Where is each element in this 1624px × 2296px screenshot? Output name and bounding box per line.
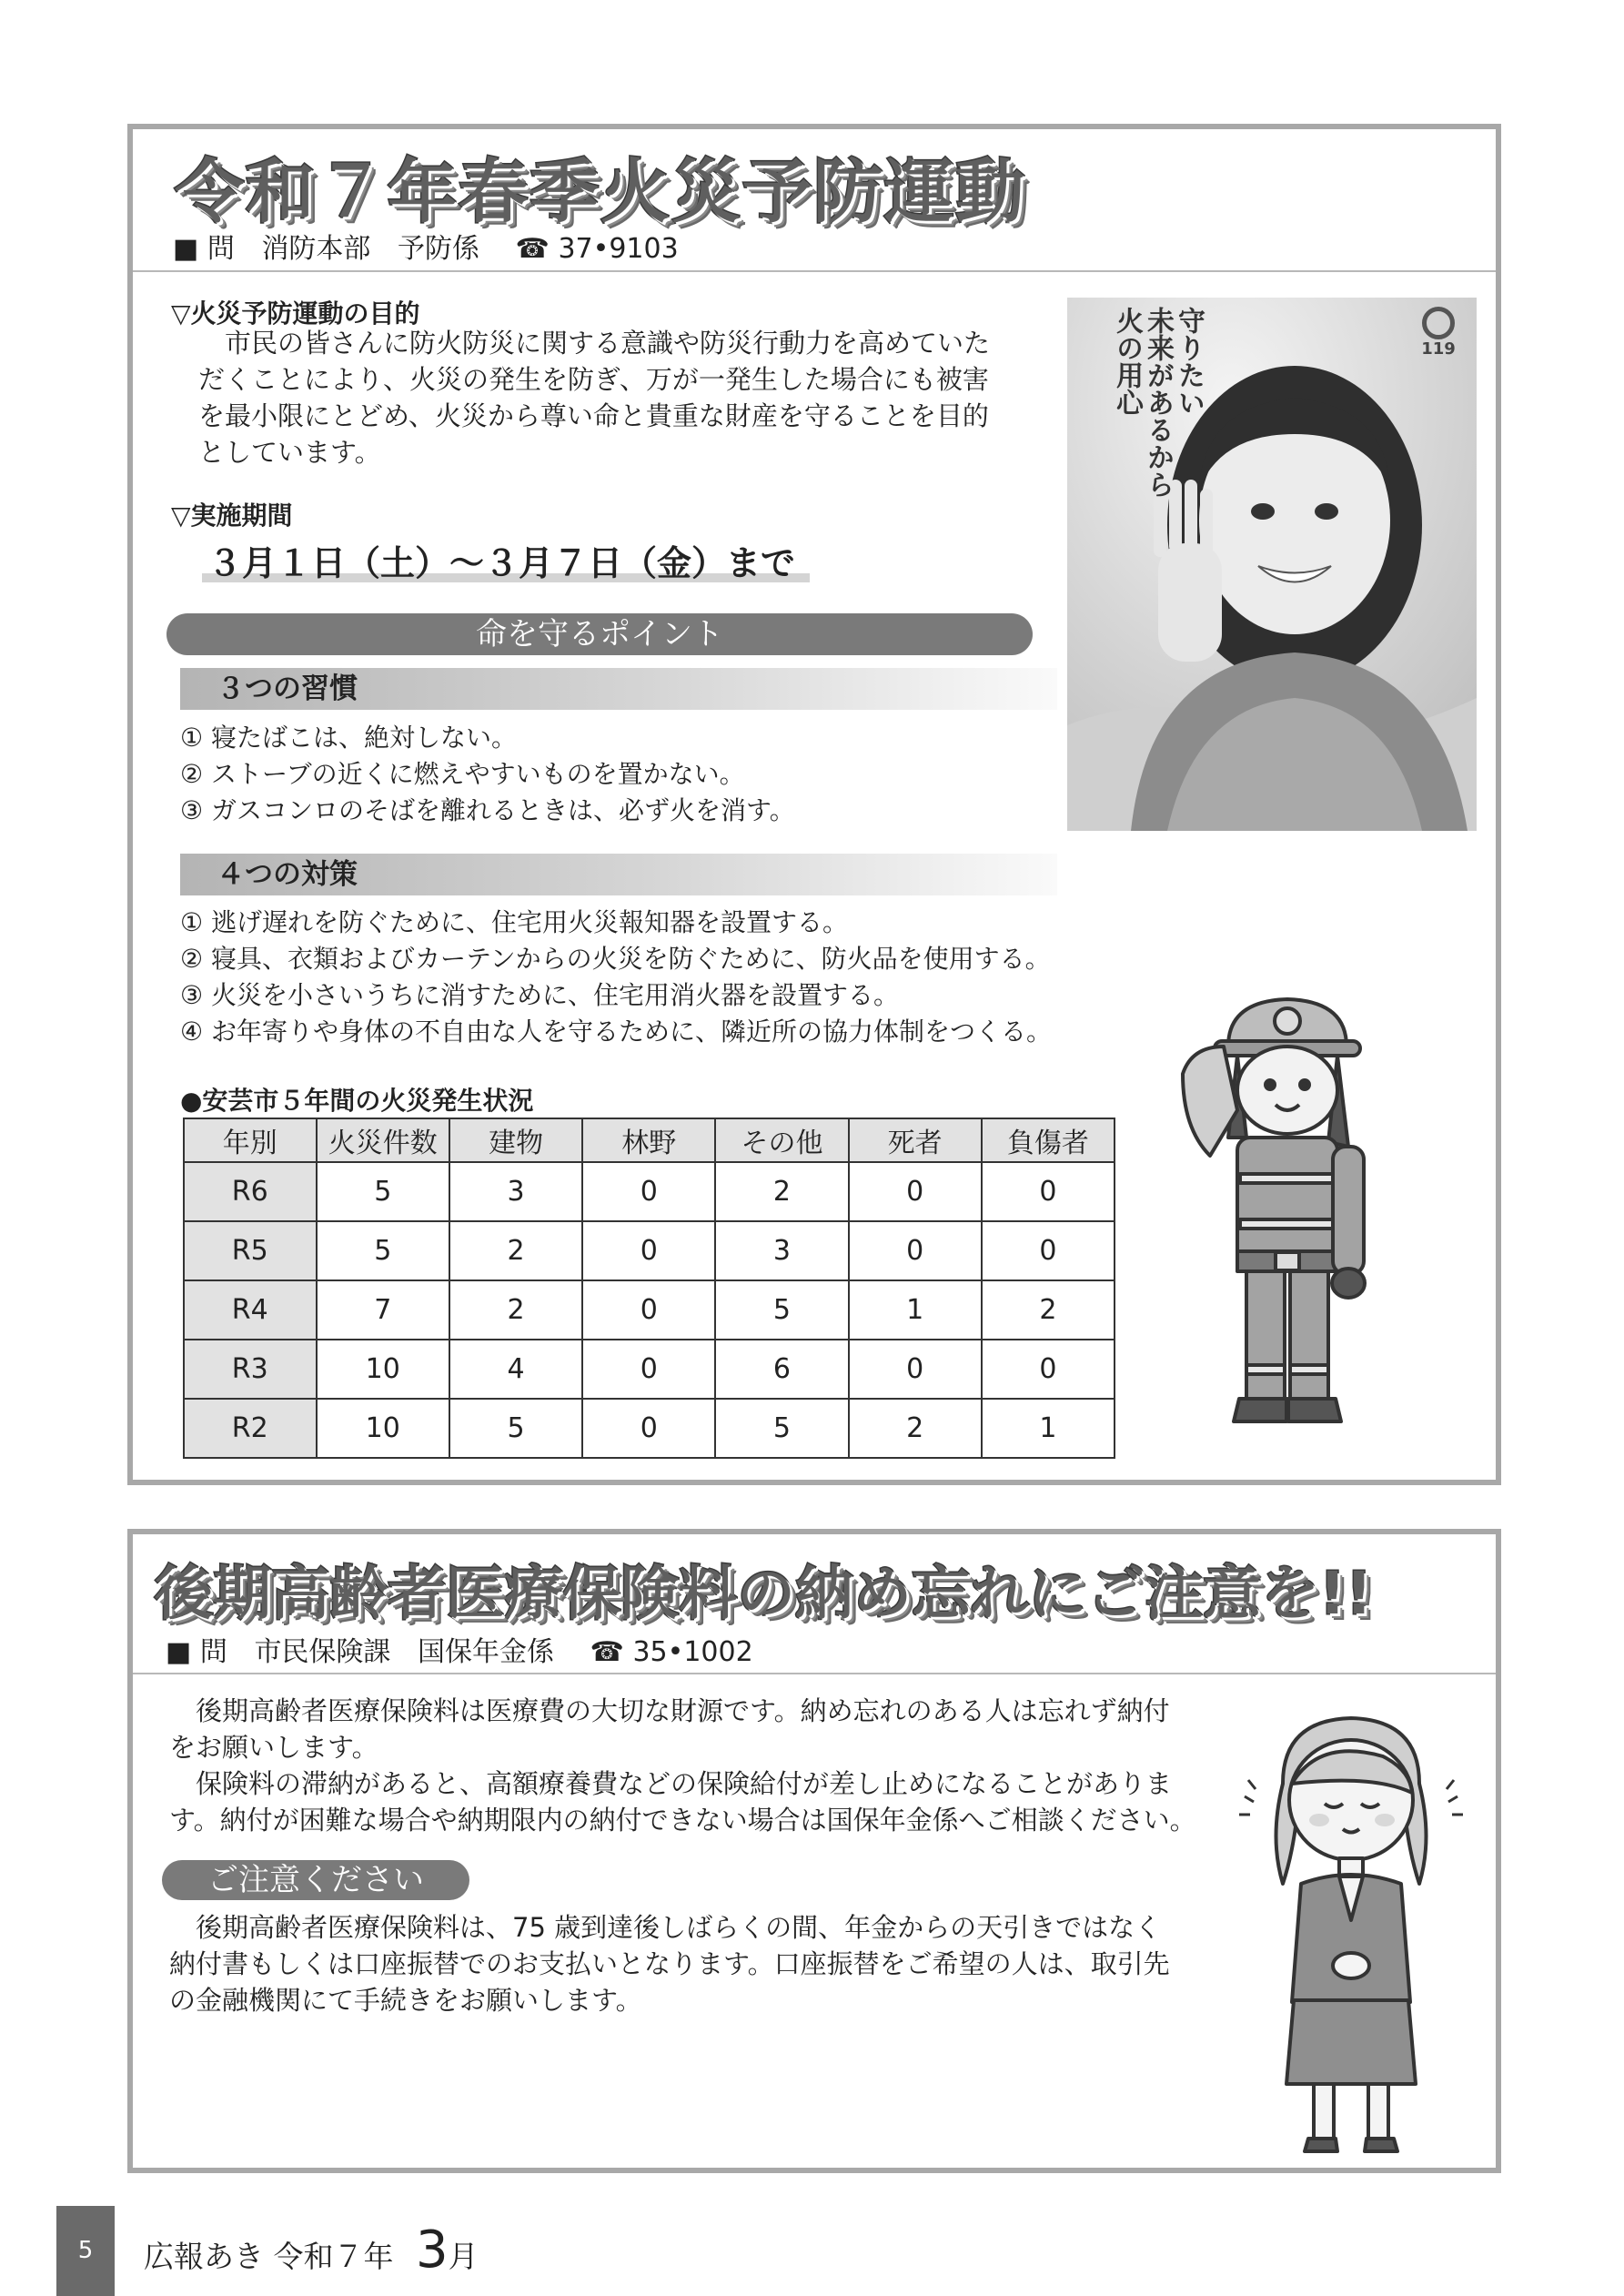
measure-item: ② 寝具、衣類およびカーテンからの火災を防ぐために、防火品を使用する。 [180, 944, 1051, 974]
footer-publication [144, 2220, 479, 2280]
table-row [184, 1162, 1115, 1221]
period-date: ３月１日（土）～３月７日（金）まで [207, 543, 796, 583]
purpose-line: を最小限にとどめ、火災から尊い命と貴重な財産を守ることを目的 [198, 400, 989, 431]
table-cell: 0 [582, 1162, 715, 1221]
slogan-line: 火の用心 [1111, 307, 1143, 416]
notice-body [169, 1909, 1234, 2018]
col-injured: 負傷者 [982, 1118, 1115, 1162]
table-cell: 0 [582, 1399, 715, 1458]
table-cell: 3 [715, 1221, 848, 1280]
contact-dept: 消防本部 [261, 233, 371, 265]
table-cell: 0 [849, 1221, 982, 1280]
measure-item: ③ 火災を小さいうちに消すために、住宅用消火器を設置する。 [180, 980, 900, 1010]
habit-item: ① 寝たばこは、絶対しない。 [180, 723, 518, 753]
table-cell: 2 [449, 1280, 582, 1340]
table-cell: R2 [184, 1399, 317, 1458]
table-cell: 5 [317, 1162, 449, 1221]
poster-slogan [1111, 307, 1204, 498]
notice-banner: ご注意ください [162, 1860, 469, 1900]
table-cell: 2 [715, 1162, 848, 1221]
contact-prefix: ■ 問 [166, 1636, 227, 1668]
measure-item: ① 逃げ遅れを防ぐために、住宅用火災報知器を設置する。 [180, 907, 849, 937]
table-cell: 0 [582, 1340, 715, 1399]
table-cell: 2 [449, 1221, 582, 1280]
purpose-paragraph [198, 325, 1035, 470]
table-row [184, 1280, 1115, 1340]
table-cell: R4 [184, 1280, 317, 1340]
issue-month-unit: 月 [448, 2239, 479, 2274]
habit-item: ② ストーブの近くに燃えやすいものを置かない。 [180, 759, 745, 789]
col-other: その他 [715, 1118, 848, 1162]
issue-month: 3 [416, 2220, 449, 2280]
table-cell: 0 [849, 1340, 982, 1399]
fire-contact [173, 226, 679, 266]
insurance-contact [166, 1629, 753, 1669]
col-deaths: 死者 [849, 1118, 982, 1162]
table-cell: 0 [982, 1340, 1115, 1399]
table-cell: 1 [849, 1280, 982, 1340]
poster-119-badge [1413, 307, 1464, 359]
notice-line: 後期高齢者医療保険料は、75 歳到達後しばらくの間、年金からの天引きではなく [169, 1912, 1162, 1943]
table-cell: R5 [184, 1221, 317, 1280]
col-forest: 林野 [582, 1118, 715, 1162]
measures-header: ４つの対策 [180, 854, 1057, 895]
bowing-woman-illustration [1237, 1702, 1465, 2157]
fire-stats-title: ●安芸市５年間の火災発生状況 [180, 1086, 534, 1116]
col-total: 火災件数 [317, 1118, 449, 1162]
contact-phone: 37•9103 [558, 233, 679, 265]
habit-item: ③ ガスコンロのそばを離れるときは、必ず火を消す。 [180, 795, 795, 825]
table-cell: 4 [449, 1340, 582, 1399]
table-cell: 3 [449, 1162, 582, 1221]
habits-list [180, 720, 795, 829]
phone-icon: ☎ [515, 233, 550, 265]
table-cell: 10 [317, 1340, 449, 1399]
badge-119: 119 [1421, 339, 1456, 359]
points-banner: 命を守るポイント [166, 613, 1033, 655]
table-cell: R6 [184, 1162, 317, 1221]
table-cell: 0 [582, 1280, 715, 1340]
phone-icon: ☎ [590, 1636, 624, 1668]
contact-unit: 国保年金係 [417, 1636, 554, 1668]
fire-stats-table [183, 1118, 1115, 1459]
table-cell: 0 [582, 1221, 715, 1280]
table-cell: 5 [449, 1399, 582, 1458]
table-header-row [184, 1118, 1115, 1162]
insurance-title: 後期高齢者医療保険料の納め忘れにご注意を!! [155, 1561, 1373, 1628]
purpose-line: 市民の皆さんに防火防災に関する意識や防災行動力を高めていた [198, 328, 991, 359]
period-heading: ▽実施期間 [171, 501, 293, 531]
col-building: 建物 [449, 1118, 582, 1162]
table-cell: 2 [849, 1399, 982, 1458]
publication-name: 広報あき 令和７年 [144, 2239, 394, 2274]
purpose-heading: ▽火災予防運動の目的 [171, 298, 420, 329]
table-cell: 5 [715, 1399, 848, 1458]
page-number: 5 [56, 2206, 115, 2296]
table-cell: 0 [849, 1162, 982, 1221]
table-cell: R3 [184, 1340, 317, 1399]
notice-line: の金融機関にて手続きをお願いします。 [169, 1985, 642, 2016]
section1-divider [133, 270, 1496, 272]
table-cell: 5 [317, 1221, 449, 1280]
table-cell: 1 [982, 1399, 1115, 1458]
measures-list [180, 905, 1052, 1050]
col-year: 年別 [184, 1118, 317, 1162]
slogan-line: 未来があるから [1142, 307, 1174, 498]
contact-unit: 予防係 [397, 233, 479, 265]
notice-line: 納付書もしくは口座振替でのお支払いとなります。口座振替をご希望の人は、取引先 [169, 1948, 1170, 1979]
table-row [184, 1399, 1115, 1458]
section2-divider [133, 1673, 1496, 1674]
table-cell: 0 [982, 1221, 1115, 1280]
measure-item: ④ お年寄りや身体の不自由な人を守るために、隣近所の協力体制をつくる。 [180, 1017, 1053, 1047]
body-line: す。納付が困難な場合や納期限内の納付できない場合は国保年金係へご相談ください。 [169, 1805, 1196, 1836]
insurance-body [169, 1693, 1234, 1838]
table-row [184, 1221, 1115, 1280]
purpose-line: だくことにより、火災の発生を防ぎ、万が一発生した場合にも被害 [198, 364, 989, 395]
slogan-line: 守りたい [1173, 307, 1205, 416]
contact-prefix: ■ 問 [173, 233, 235, 265]
body-line: 後期高齢者医療保険料は医療費の大切な財源です。納め忘れのある人は忘れず納付 [169, 1695, 1170, 1726]
table-cell: 2 [982, 1280, 1115, 1340]
table-row [184, 1340, 1115, 1399]
table-cell: 7 [317, 1280, 449, 1340]
contact-dept: 市民保険課 [254, 1636, 391, 1668]
table-cell: 0 [982, 1162, 1115, 1221]
habits-header: ３つの習慣 [180, 668, 1057, 710]
fire-prevention-title: 令和７年春季火災予防運動 [175, 151, 1026, 232]
contact-phone: 35•1002 [632, 1636, 753, 1668]
body-line: をお願いします。 [169, 1732, 378, 1763]
body-line: 保険料の滞納があると、高額療養費などの保険給付が差し止めになることがありま [169, 1768, 1173, 1799]
fire-prevention-poster [1067, 298, 1477, 831]
table-cell: 5 [715, 1280, 848, 1340]
flame-logo-icon [1422, 307, 1455, 339]
table-cell: 6 [715, 1340, 848, 1399]
table-cell: 10 [317, 1399, 449, 1458]
purpose-line: としています。 [198, 437, 381, 468]
firefighter-illustration [1174, 983, 1410, 1438]
